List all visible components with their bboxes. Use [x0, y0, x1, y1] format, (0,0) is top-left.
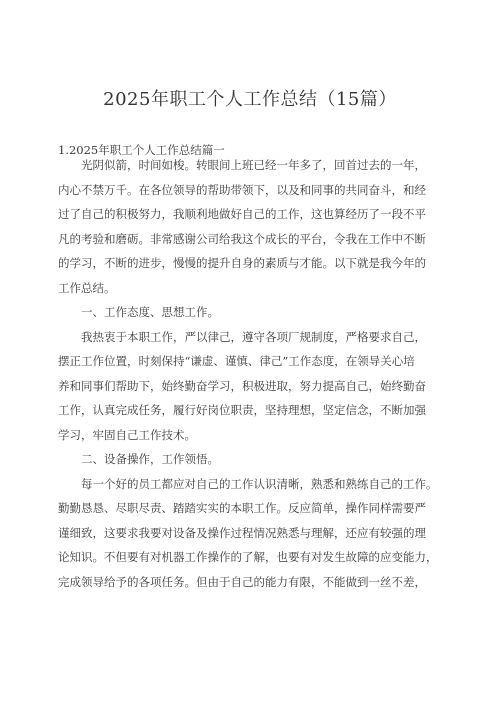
- paragraph-line: 光阴似箭，时间如梭。转眼间上班已经一年多了，回首过去的一年，: [81, 158, 426, 172]
- paragraph-line: 论知识。不但要有对机器工作操作的了解，也要有对发生故障的应变能力，: [58, 550, 438, 564]
- paragraph-line: 每一个好的员工都应对自己的工作认识清晰，熟悉和熟练自己的工作。: [81, 476, 438, 491]
- paragraph-line: 养和同事们帮助下，始终勤奋学习，积极进取，努力提高自己，始终勤奋: [58, 378, 426, 393]
- paragraph-line: 工作总结。: [58, 280, 116, 295]
- document-title: 2025年职工个人工作总结（15篇）: [103, 89, 397, 110]
- paragraph-line: 过了自己的积极努力，我顺利地做好自己的工作，这也算经历了一段不平: [58, 207, 426, 221]
- paragraph-line: 我热衷于本职工作，严以律己，遵守各项厂规制度，严格要求自己，: [81, 329, 426, 344]
- paragraph-line: 勤勤恳恳、尽职尽责、踏踏实实的本职工作。反应简单，操作同样需要严: [58, 501, 426, 515]
- paragraph-line: 完成领导给予的各项任务。但由于自己的能力有限，不能做到一丝不差，: [58, 574, 426, 589]
- paragraph-line: 内心不禁万千。在各位领导的帮助带领下，以及和同事的共同奋斗，和经: [58, 182, 426, 197]
- paragraph-line: 学习，牢固自己工作技术。: [58, 427, 196, 442]
- paragraph-line: 的学习，不断的进步，慢慢的提升自身的素质与才能。以下就是我今年的: [58, 256, 426, 270]
- section-title: 1.2025年职工个人工作总结篇一: [58, 143, 225, 157]
- paragraph-line: 摆正工作位置，时刻保持“谦虚、谨慎、律己”工作态度，在领导关心培: [58, 354, 415, 368]
- document-body: [58, 153, 444, 594]
- section-heading: 二、设备操作，工作领悟。: [81, 452, 219, 466]
- paragraph-line: 谨细致，这要求我要对设备及操作过程情况熟悉与理解，还应有较强的理: [58, 525, 426, 540]
- section-heading: 一、工作态度、思想工作。: [81, 305, 219, 319]
- paragraph-line: 工作，认真完成任务，履行好岗位职责，坚持理想，坚定信念，不断加强: [58, 403, 426, 417]
- paragraph-line: 凡的考验和磨砺。非常感谢公司给我这个成长的平台，令我在工作中不断: [58, 231, 426, 246]
